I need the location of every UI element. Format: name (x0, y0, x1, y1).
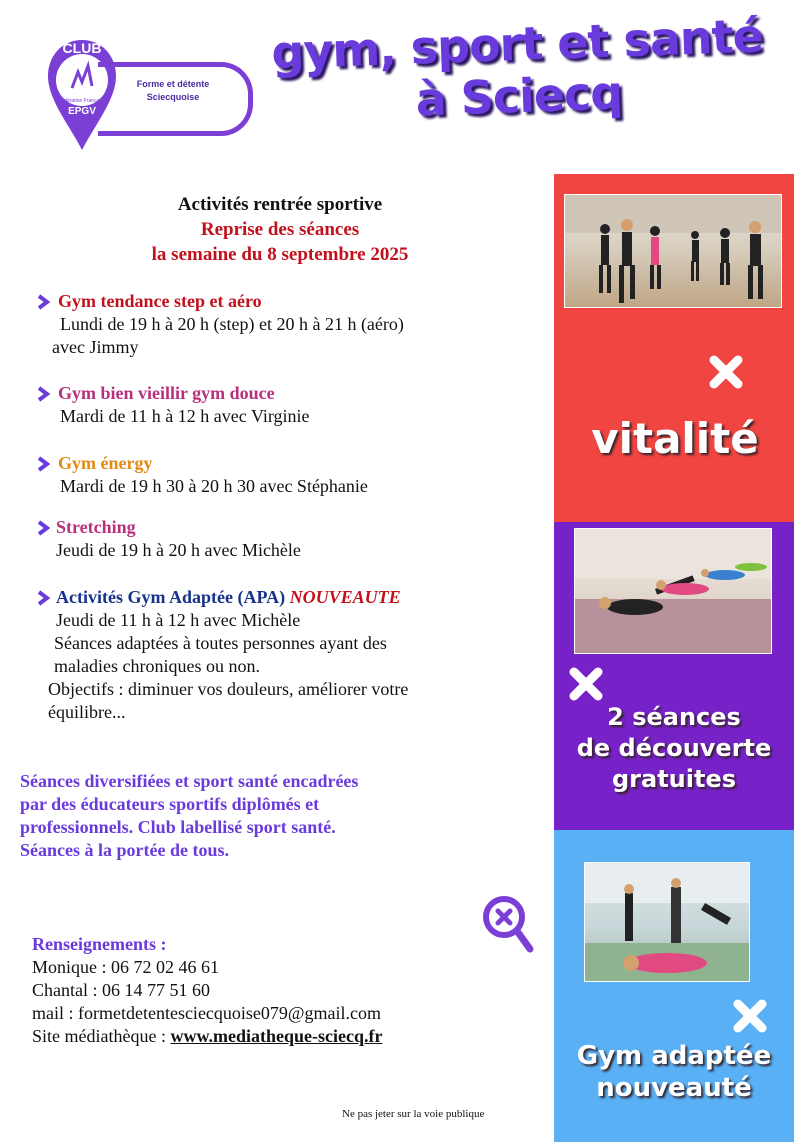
logo-epgv-label: EPGV (68, 106, 96, 117)
activity-description: maladies chroniques ou non. (54, 656, 260, 676)
chevron-right-icon (36, 520, 50, 536)
activity-schedule: Jeudi de 19 h à 20 h avec Michèle (56, 540, 301, 560)
footer-note: Ne pas jeter sur la voie publique (342, 1108, 485, 1120)
free-sessions-line-2: de découverte (576, 734, 772, 762)
activity-step-aero (36, 290, 536, 359)
activity-schedule: Lundi de 19 h à 20 h (step) et 20 h à 21 h (aéro) (60, 314, 404, 334)
page-title (256, 9, 779, 131)
intro-block (40, 192, 520, 267)
contact-monique: Monique : 06 72 02 46 61 (32, 957, 219, 977)
activity-name: Activités Gym Adaptée (APA) (56, 587, 286, 607)
site-label: Site médiathèque : (32, 1026, 171, 1046)
chevron-right-icon (36, 294, 50, 310)
adapted-gym-photo (584, 862, 750, 982)
free-sessions-line-1: 2 séances (607, 703, 741, 731)
free-sessions-label (556, 702, 792, 795)
chevron-right-icon (36, 590, 50, 606)
contact-heading: Renseignements : (32, 934, 167, 954)
activity-objectives: Objectifs : diminuer vos douleurs, améliorer votre (48, 679, 409, 699)
free-sessions-line-3: gratuites (611, 765, 737, 793)
new-badge: NOUVEAUTE (289, 587, 401, 607)
vitalite-label: vitalité (591, 414, 759, 463)
activity-gym-energy (36, 452, 536, 498)
activity-gym-douce (36, 382, 536, 428)
activity-name: Gym bien vieillir gym douce (58, 383, 275, 403)
chevron-right-icon (36, 456, 50, 472)
adapted-gym-illustration (585, 863, 749, 981)
activity-description: Séances adaptées à toutes personnes ayant des (54, 633, 387, 653)
gym-adaptee-line-2: nouveauté (596, 1073, 752, 1103)
summary-line-1: Séances diversifiées et sport santé encadrées (20, 771, 359, 791)
logo-federation-label: Fédération Française (58, 98, 106, 104)
activity-coach: avec Jimmy (52, 337, 139, 357)
cross-icon (566, 664, 606, 704)
contact-chantal: Chantal : 06 14 77 51 60 (32, 980, 210, 1000)
cross-icon (706, 352, 746, 392)
aerobics-class-photo (564, 194, 782, 308)
contact-email[interactable]: mail : formetdetentesciecquoise079@gmail.com (32, 1003, 381, 1023)
floor-exercise-photo (574, 528, 772, 654)
title-line-1: gym, sport et santé (270, 8, 764, 80)
activity-stretching (36, 516, 536, 562)
gym-adaptee-line-1: Gym adaptée (576, 1041, 772, 1071)
title-line-2: à Sciecq (414, 65, 624, 127)
cross-icon (730, 996, 770, 1036)
activity-name: Stretching (56, 517, 136, 537)
intro-line-1: Activités rentrée sportive (177, 194, 383, 215)
activity-schedule: Jeudi de 11 h à 12 h avec Michèle (56, 610, 301, 630)
chevron-right-icon (36, 386, 50, 402)
summary-line-4: Séances à la portée de tous. (20, 840, 229, 860)
intro-line-3: la semaine du 8 septembre 2025 (151, 244, 409, 265)
site-link[interactable]: www.mediatheque-sciecq.fr (170, 1026, 383, 1046)
intro-line-2: Reprise des séances (200, 219, 360, 240)
activity-name: Gym tendance step et aéro (58, 291, 262, 311)
summary-block (20, 770, 520, 862)
logo-club-label: CLUB (62, 40, 102, 56)
summary-line-2: par des éducateurs sportifs diplômés et (20, 794, 320, 814)
logo-line-1: Forme et détente (136, 79, 210, 89)
contact-site (32, 1025, 502, 1048)
gym-adaptee-label (556, 1040, 792, 1104)
activity-gym-adaptee (36, 586, 536, 724)
logo-club-name (108, 78, 238, 104)
activity-schedule: Mardi de 19 h 30 à 20 h 30 avec Stéphanie (60, 476, 368, 496)
summary-line-3: professionnels. Club labellisé sport santé. (20, 817, 336, 837)
contact-block (32, 933, 502, 1048)
floor-exercise-illustration (575, 529, 771, 653)
activity-objectives: équilibre... (48, 702, 126, 722)
activity-schedule: Mardi de 11 h à 12 h avec Virginie (60, 406, 310, 426)
logo-line-2: Sciecquoise (146, 92, 200, 102)
activity-name: Gym énergy (58, 453, 153, 473)
aerobics-illustration (565, 195, 781, 307)
